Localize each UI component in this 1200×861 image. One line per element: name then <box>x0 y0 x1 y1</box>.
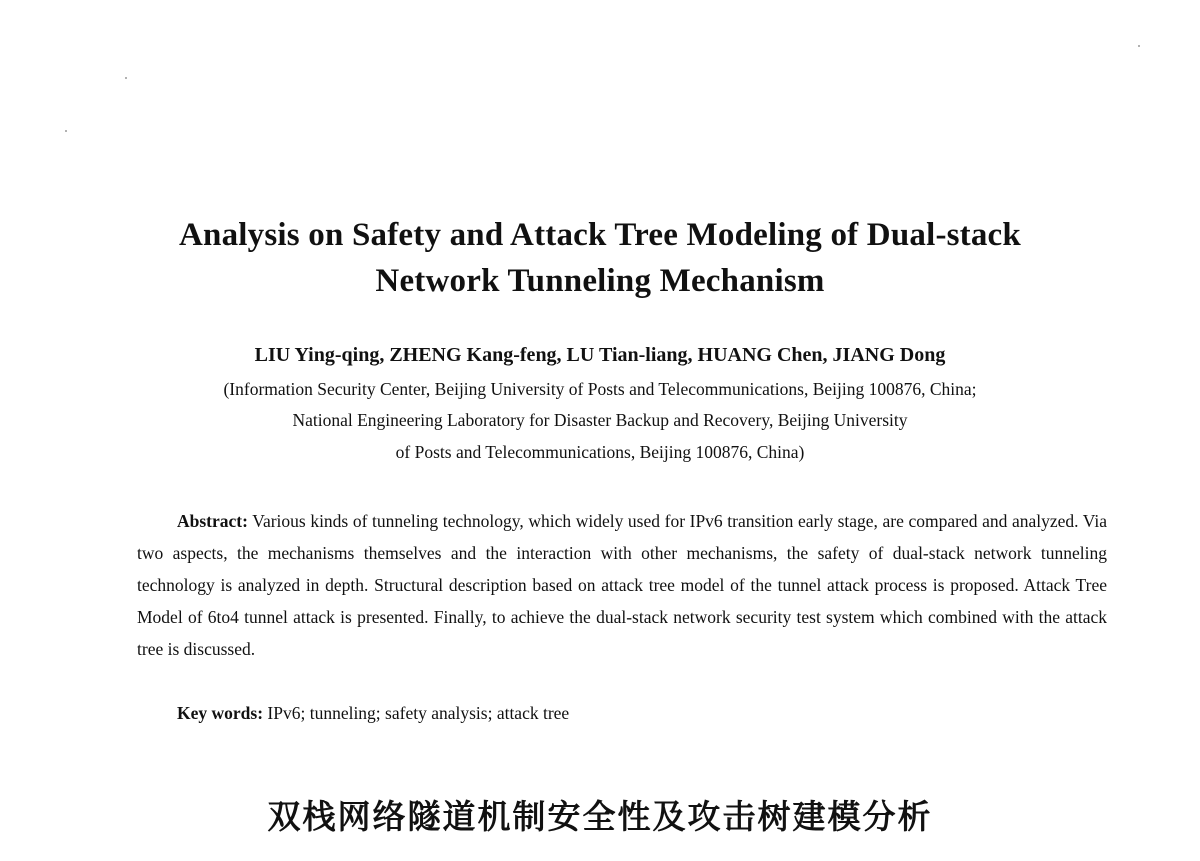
affiliation-line-1: (Information Security Center, Beijing University of Posts and Telecommunications, Beijing 100876, China; <box>223 379 977 399</box>
paper-title-line-1: Analysis on Safety and Attack Tree Modeling of Dual-stack <box>179 217 1021 253</box>
abstract-paragraph <box>137 505 1107 665</box>
paper-title-line-2: Network Tunneling Mechanism <box>375 263 825 299</box>
scan-speck <box>125 77 127 79</box>
keywords-line <box>177 698 1107 728</box>
author-list: LIU Ying-qing, ZHENG Kang-feng, LU Tian-liang, HUANG Chen, JIANG Dong <box>254 344 946 366</box>
keywords-label: Key words: <box>177 703 264 723</box>
scan-speck <box>1138 45 1140 47</box>
scan-speck <box>65 130 67 132</box>
keywords-text: IPv6; tunneling; safety analysis; attack tree <box>267 703 570 723</box>
abstract-text: Various kinds of tunneling technology, which widely used for IPv6 transition early stage, are compared and analyzed. Via two aspects, the mechanisms themselves and the interaction with other mechanisms, the safety of dual-stack network tunneling technology is analyzed in depth. Structural description based on attack tree model of the tunnel attack process is proposed. Attack Tree Model of 6to4 tunnel attack is presented. Finally, to achieve the dual-stack network security test system which combined with the attack tree is discussed. <box>137 511 1108 659</box>
affiliation-line-2: National Engineering Laboratory for Disaster Backup and Recovery, Beijing University <box>292 410 908 430</box>
affiliation-line-3: of Posts and Telecommunications, Beijing 100876, China) <box>395 442 805 462</box>
abstract-label: Abstract: <box>177 511 248 531</box>
chinese-title: 双栈网络隧道机制安全性及攻击树建模分析 <box>267 797 933 836</box>
